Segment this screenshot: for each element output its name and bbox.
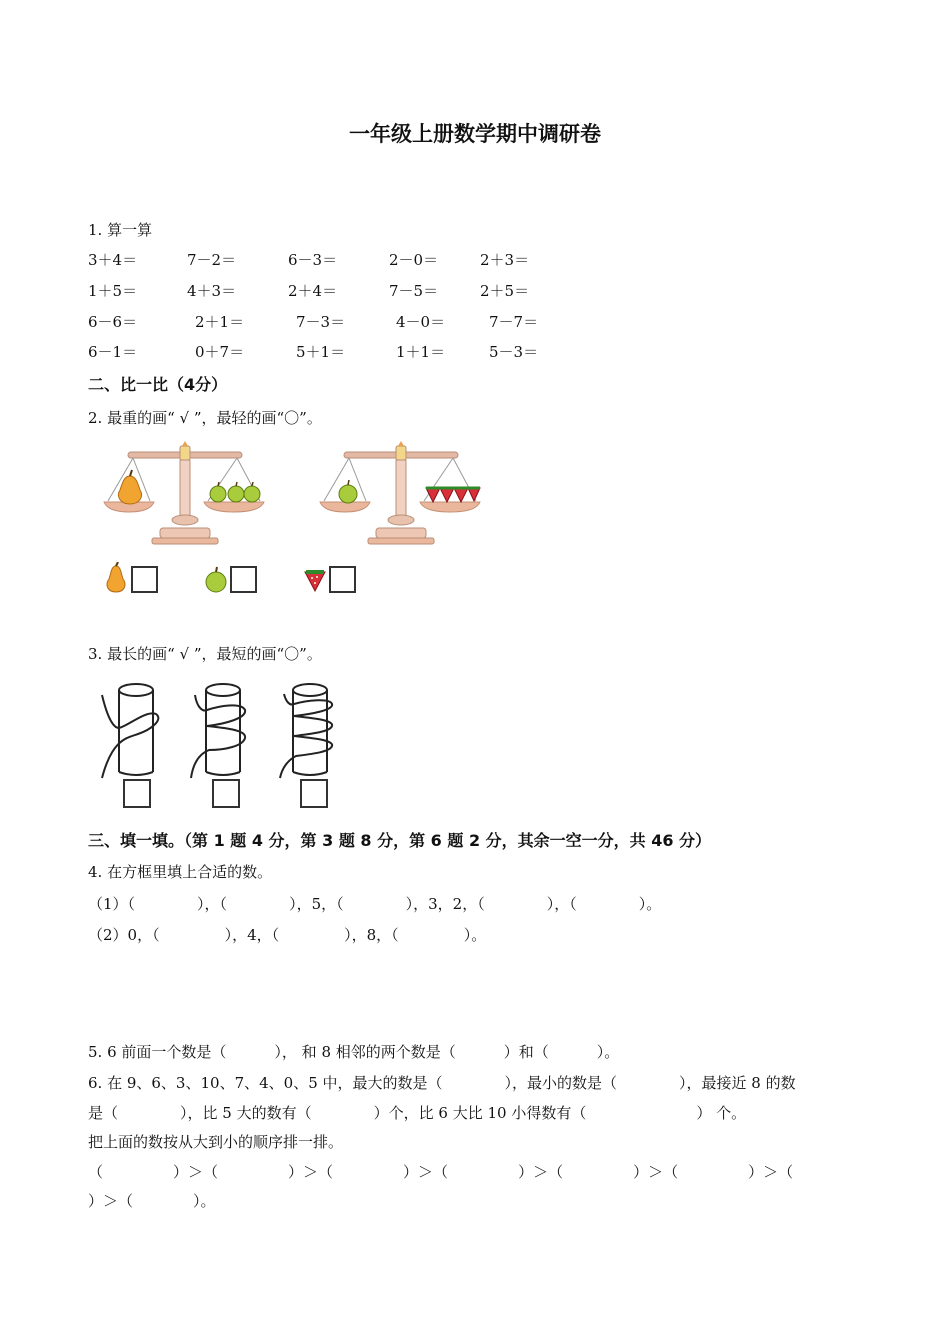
q6-line-2 bbox=[88, 1102, 746, 1123]
q1-item: 6－3＝ bbox=[288, 251, 338, 269]
q1-item: 7－5＝ bbox=[389, 282, 439, 300]
q6-order-sep: ）＞（ bbox=[88, 1192, 134, 1210]
q6-order-row bbox=[88, 1161, 793, 1182]
answer-box-rope-3[interactable] bbox=[300, 779, 328, 808]
answer-box-strawberry[interactable] bbox=[329, 566, 356, 593]
q4-line1-part: （1）（ bbox=[88, 895, 136, 913]
q4-line-2 bbox=[88, 924, 486, 945]
q4-line1-part: ），（ bbox=[546, 895, 577, 913]
q4-line1-part: ），（ bbox=[197, 895, 228, 913]
q6-order-sep: ）＞（ bbox=[633, 1163, 679, 1181]
cylinder-rope-3 bbox=[272, 680, 342, 780]
q1-item: 4＋3＝ bbox=[187, 282, 237, 300]
q4-text: 4. 在方框里填上合适的数。 bbox=[88, 863, 273, 881]
balance-scale-pear-apples bbox=[100, 438, 270, 546]
q5-part: ）和（ bbox=[503, 1043, 549, 1061]
q4-line1-part: ），3，2，（ bbox=[405, 895, 485, 913]
q1-item: 0＋7＝ bbox=[195, 343, 245, 361]
q6-line-3: 把上面的数按从大到小的顺序排一排。 bbox=[88, 1133, 344, 1151]
answer-box-rope-2[interactable] bbox=[212, 779, 240, 808]
q4-line-1 bbox=[88, 893, 661, 914]
q6-part: ）个，比 6 大比 10 小得数有（ bbox=[373, 1104, 587, 1122]
q6-order-end: ）。 bbox=[193, 1192, 216, 1210]
q4-line1-part: ）。 bbox=[638, 895, 662, 913]
q1-item: 6－1＝ bbox=[88, 343, 138, 361]
answer-box-pear[interactable] bbox=[131, 566, 158, 593]
q1-item: 2－0＝ bbox=[389, 251, 439, 269]
q1-item: 3＋4＝ bbox=[88, 251, 138, 269]
q1-item: 7－7＝ bbox=[489, 313, 539, 331]
q6-part: ），比 5 大的数有（ bbox=[180, 1104, 312, 1122]
q1-item: 7－2＝ bbox=[187, 251, 237, 269]
q3-text: 3. 最长的画“ √ ”，最短的画“〇”。 bbox=[88, 645, 322, 663]
q4-line2-part: ），4，（ bbox=[224, 926, 280, 944]
pear-icon bbox=[104, 562, 128, 594]
q1-item: 2＋5＝ bbox=[480, 282, 530, 300]
q4-line2-part: ），8，（ bbox=[344, 926, 399, 944]
q1-item: 2＋4＝ bbox=[288, 282, 338, 300]
q6-line-1 bbox=[88, 1072, 796, 1093]
q4-line2-part: （2）0，（ bbox=[88, 926, 160, 944]
q1-item: 5－3＝ bbox=[489, 343, 539, 361]
answer-box-rope-1[interactable] bbox=[123, 779, 151, 808]
page-title: 一年级上册数学期中调研卷 bbox=[349, 122, 601, 146]
cylinder-rope-1 bbox=[98, 680, 168, 780]
q1-item: 4－0＝ bbox=[396, 313, 446, 331]
q1-item: 7－3＝ bbox=[296, 313, 346, 331]
q6-order-sep: ）＞（ bbox=[748, 1163, 794, 1181]
balance-scale-apple-strawberries bbox=[316, 438, 486, 546]
q1-item: 6－6＝ bbox=[88, 313, 138, 331]
q4-line1-part: ），5，（ bbox=[289, 895, 344, 913]
q6-order-sep: ）＞（ bbox=[288, 1163, 334, 1181]
q6-order-open: （ bbox=[88, 1163, 104, 1181]
q6-part: 是（ bbox=[88, 1104, 119, 1122]
q5-part: ）。 bbox=[596, 1043, 620, 1061]
strawberry-icon bbox=[303, 564, 327, 592]
q2-text: 2. 最重的画“ √ ”，最轻的画“〇”。 bbox=[88, 409, 322, 427]
cylinder-rope-2 bbox=[185, 680, 255, 780]
q1-item: 2＋3＝ bbox=[480, 251, 530, 269]
q1-item: 2＋1＝ bbox=[195, 313, 245, 331]
q6-part: ），最小的数是（ bbox=[504, 1074, 618, 1092]
q6-order-sep: ）＞（ bbox=[173, 1163, 219, 1181]
q1-item: 1＋5＝ bbox=[88, 282, 138, 300]
q5-part: ）， 和 8 相邻的两个数是（ bbox=[274, 1043, 456, 1061]
q6-order-row-2 bbox=[88, 1190, 216, 1211]
q1-item: 1＋1＝ bbox=[396, 343, 446, 361]
q5-part: 5. 6 前面一个数是（ bbox=[88, 1043, 227, 1061]
q4-line2-part: ）。 bbox=[463, 926, 487, 944]
q5-line bbox=[88, 1041, 619, 1062]
answer-box-apple[interactable] bbox=[230, 566, 257, 593]
q1-item: 5＋1＝ bbox=[296, 343, 346, 361]
section-2-heading: 二、比一比（4分） bbox=[88, 375, 228, 394]
apple-icon bbox=[204, 566, 228, 594]
q6-part: ），最接近 8 的数 bbox=[679, 1074, 796, 1092]
q6-order-sep: ）＞（ bbox=[403, 1163, 449, 1181]
q6-part: ） 个。 bbox=[696, 1104, 747, 1122]
q1-label: 1. 算一算 bbox=[88, 221, 153, 239]
q6-part: 6. 在 9、6、3、10、7、4、0、5 中，最大的数是（ bbox=[88, 1074, 443, 1092]
q6-order-sep: ）＞（ bbox=[518, 1163, 564, 1181]
section-3-heading: 三、填一填。（第 1 题 4 分，第 3 题 8 分，第 6 题 2 分，其余一空一分，共 46 分） bbox=[88, 831, 712, 850]
